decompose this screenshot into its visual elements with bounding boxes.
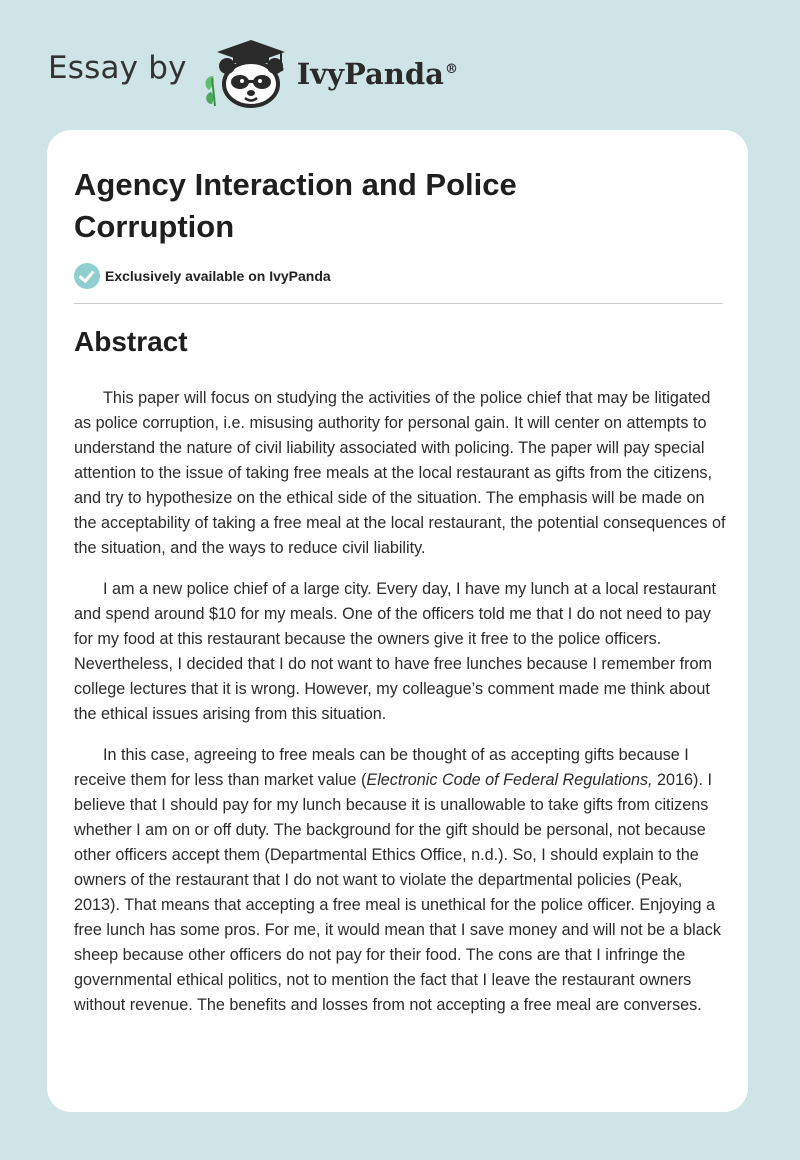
page-title: Agency Interaction and Police Corruption — [74, 167, 517, 244]
essay-by-label: Essay by — [48, 50, 187, 86]
essay-card — [47, 130, 748, 1112]
exclusive-badge — [74, 263, 331, 289]
exclusive-label: Exclusively available on IvyPanda — [105, 268, 331, 284]
paragraph: This paper will focus on studying the activities of the police chief that may be litigated as police corruption, i.e. misusing authority for personal gain. It will center on attempts to understand the nature of civil liability associated with policing. The paper will pay special attention to the issue of taking free meals at the local restaurant as gifts from the citizens, and try to hypothesize on the ethical side of the situation. The emphasis will be made on the acceptability of taking a free meal at the local restaurant, the potential consequences of the situation, and the ways to reduce civil liability. — [74, 389, 726, 557]
section-heading: Abstract — [74, 326, 188, 357]
divider — [74, 303, 723, 304]
panda-logo-icon — [201, 36, 293, 108]
citation-italic: Electronic Code of Federal Regulations, — [366, 771, 653, 789]
paragraph: In this case, agreeing to free meals can be thought of as accepting gifts because I receive them for less than market value (Electronic Code of Federal Regulations, 2016). I believe that I should pay for my lunch because it is unallowable to take gifts from citizens whether I am on or off duty. The background for the gift should be personal, not because other officers accept them (Departmental Ethics Office, n.d.). So, I should explain to the owners of the restaurant that I do not want to violate the departmental policies (Peak, 2013). That means that accepting a free meal is unethical for the police officer. Enjoying a free lunch has some pros. For me, it would mean that I save money and will not be a black sheep because other officers do not pay for their food. The cons are that I infringe the governmental ethical politics, not to mention the fact that I leave the restaurant owners without revenue. The benefits and losses from not accepting a free meal are converses. — [74, 746, 721, 1014]
paragraph: I am a new police chief of a large city. Every day, I have my lunch at a local restaurant and spend around $10 for my meals. One of the officers told me that I do not need to pay for my food at this restaurant because the owners give it free to the police officers. Nevertheless, I decided that I do not want to have free lunches because I remember from college lectures that it is wrong. However, my colleague’s comment made me think about the ethical issues arising from this situation. — [74, 580, 717, 723]
checkmark-circle-icon — [74, 263, 100, 289]
essay-body — [74, 386, 726, 1034]
brand-name[interactable]: IvyPanda® — [296, 57, 458, 91]
site-header — [48, 36, 458, 108]
registered-mark: ® — [444, 62, 458, 78]
